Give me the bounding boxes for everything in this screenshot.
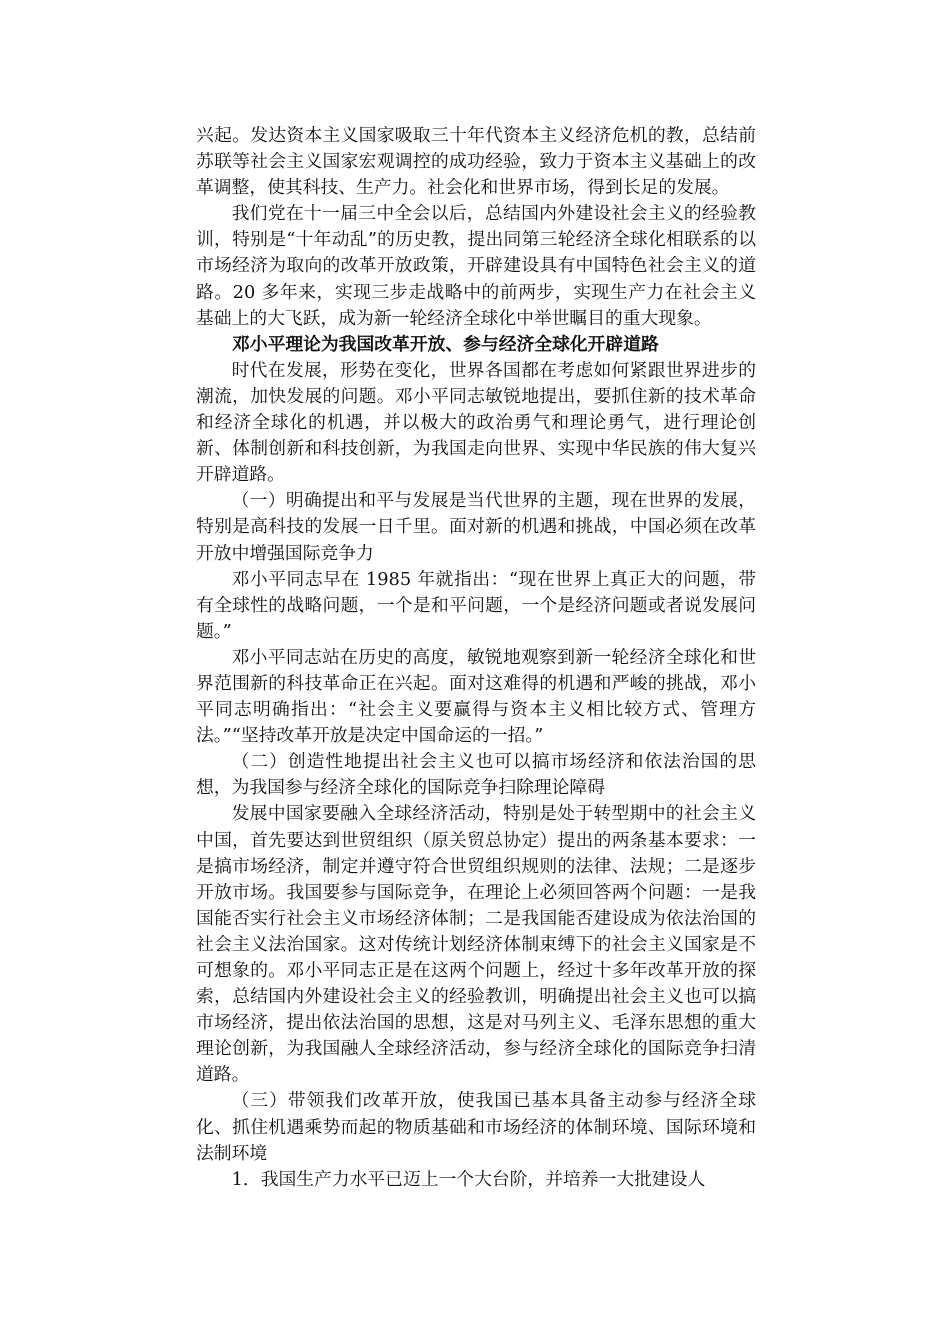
document-body: [196, 123, 756, 1193]
subsection-paragraph: （二）创造性地提出社会主义也可以搞市场经济和依法治国的思想，为我国参与经济全球化的国际竞争扫除理论障碍: [196, 751, 756, 799]
subsection-paragraph: （一）明确提出和平与发展是当代世界的主题，现在世界的发展，特别是高科技的发展一日千里。面对新的机遇和挑战，中国必须在改革开放中增强国际竞争力: [196, 490, 756, 564]
section-heading: 邓小平理论为我国改革开放、参与经济全球化开辟道路: [232, 333, 659, 355]
paragraph: 时代在发展，形势在变化，世界各国都在考虑如何紧跟世界进步的潮流，加快发展的问题。邓小平同志敏锐地提出，要抓住新的技术革命和经济全球化的机遇，并以极大的政治勇气和理论勇气，进行理论创新、体制创新和科技创新，为我国走向世界、实现中华民族的伟大复兴开辟道路。: [196, 359, 756, 486]
paragraph: 兴起。发达资本主义国家吸取三十年代资本主义经济危机的教，总结前苏联等社会主义国家宏观调控的成功经验，致力于资本主义基础上的改革调整，使其科技、生产力。社会化和世界市场，得到长足的发展。: [196, 125, 756, 199]
paragraph: 发展中国家要融入全球经济活动，特别是处于转型期中的社会主义中国，首先要达到世贸组织（原关贸总协定）提出的两条基本要求：一是搞市场经济，制定并遵守符合世贸组织规则的法律、法规；二是逐步开放市场。我国要参与国际竞争，在理论上必须回答两个问题：一是我国能否实行社会主义市场经济体制；二是我国能否建设成为依法治国的社会主义法治国家。这对传统计划经济体制束缚下的社会主义国家是不可想象的。邓小平同志正是在这两个问题上，经过十多年改革开放的探索，总结国内外建设社会主义的经验教训，明确提出社会主义也可以搞市场经济，提出依法治国的思想，这是对马列主义、毛泽东思想的重大理论创新，为我国融人全球经济活动，参与经济全球化的国际竞争扫清道路。: [196, 803, 756, 1086]
paragraph: 我们党在十一届三中全会以后，总结国内外建设社会主义的经验教训，特别是“十年动乱”的历史教，提出同第三轮经济全球化相联系的以市场经济为取向的改革开放政策，开辟建设具有中国特色社会主义的道路。20 多年来，实现三步走战略中的前两步，实现生产力在社会主义基础上的大飞跃，成为新一轮经济全球化中举世瞩目的重大现象。: [196, 203, 756, 329]
quote-paragraph: 邓小平同志早在 1985 年就指出：“现在世界上真正大的问题，带有全球性的战略问题，一个是和平问题，一个是经济问题或者说发展问题。”: [196, 568, 756, 642]
numbered-paragraph: 1．我国生产力水平已迈上一个大台阶，并培养一大批建设人: [231, 1168, 706, 1190]
paragraph: 邓小平同志站在历史的高度，敏锐地观察到新一轮经济全球化和世界范围新的科技革命正在兴起。面对这难得的机遇和严峻的挑战，邓小平同志明确指出：“社会主义要赢得与资本主义相比较方式、管理方法。”“坚持改革开放是决定中国命运的一招。”: [196, 646, 756, 747]
subsection-paragraph: （三）带领我们改革开放，使我国已基本具备主动参与经济全球化、抓住机遇乘势而起的物质基础和市场经济的体制环境、国际环境和法制环境: [196, 1090, 756, 1164]
